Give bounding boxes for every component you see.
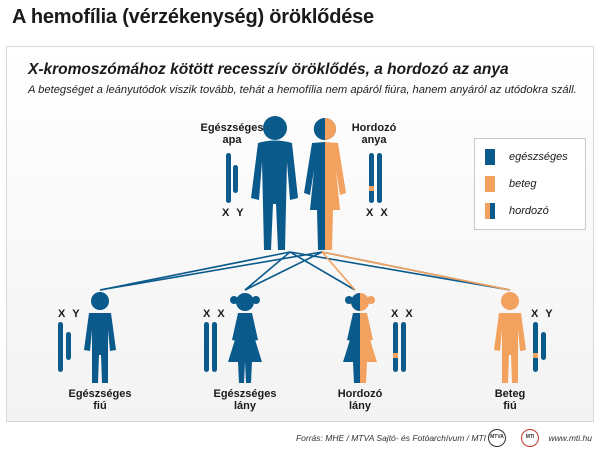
healthy-swatch (485, 149, 495, 165)
child4-label-line1: Beteg (494, 388, 526, 400)
mother-label-line2: anya (361, 134, 387, 146)
mtva-logo: MTVA (488, 429, 506, 447)
father-label (192, 122, 272, 146)
healthy-boy-figure (84, 292, 116, 383)
legend-carrier-label: hordozó (509, 205, 549, 217)
healthy-girl-chromosomes (204, 322, 217, 372)
legend-sick-label: beteg (509, 178, 537, 190)
child1-chromosome-label: X Y (58, 308, 82, 320)
father-chromosome-label: X Y (222, 207, 246, 219)
source-text: Forrás: MHE / MTVA Sajtó- és Fotóarchívum / MTI (295, 433, 486, 443)
mother-chromosome-label: X X (366, 207, 390, 219)
father-label-line1: Egészséges (200, 122, 264, 134)
sick-swatch (485, 176, 495, 192)
description: A betegséget a leányutódok viszik tovább, tehát a hemofília nem apáról fiúra, hanem anyáról az utódokra száll. (28, 84, 577, 96)
child1-label (60, 388, 140, 412)
child3-label-line2: lány (348, 400, 371, 412)
child3-label-line1: Hordozó (337, 388, 383, 400)
legend-item-sick (485, 176, 537, 192)
inheritance-lines (100, 252, 510, 290)
child2-label-line1: Egészséges (213, 388, 277, 400)
child4-label-line2: fiú (503, 400, 517, 412)
healthy-boy-chromosomes (58, 322, 71, 372)
carrier-lines (322, 252, 510, 290)
footer (0, 427, 600, 449)
legend-healthy-label: egészséges (509, 151, 568, 163)
child4-label (485, 388, 535, 412)
page-title: A hemofília (vérzékenység) öröklődése (12, 6, 374, 28)
legend-item-healthy (485, 149, 568, 165)
mother-label (344, 122, 404, 146)
child1-label-line1: Egészséges (68, 388, 132, 400)
child2-label-line2: lány (233, 400, 256, 412)
site-link[interactable]: www.mti.hu (548, 433, 592, 443)
child1-label-line2: fiú (93, 400, 107, 412)
legend (474, 138, 586, 230)
mother-label-line1: Hordozó (351, 122, 397, 134)
mother-figure (304, 118, 346, 250)
legend-item-carrier (485, 203, 549, 219)
mother-chromosomes (369, 153, 382, 203)
father-chromosomes (226, 153, 238, 203)
carrier-swatch (485, 203, 495, 219)
sick-boy-figure (494, 292, 526, 383)
mti-logo: MTI (521, 429, 539, 447)
subtitle: X-kromoszómához kötött recesszív öröklődés, a hordozó az anya (28, 61, 509, 78)
healthy-girl-figure (228, 293, 262, 383)
carrier-girl-figure (343, 293, 377, 383)
child4-chromosome-label: X Y (531, 308, 555, 320)
child3-chromosome-label: X X (391, 308, 415, 320)
father-label-line2: apa (222, 134, 242, 146)
child2-chromosome-label: X X (203, 308, 227, 320)
child2-label (205, 388, 285, 412)
sick-boy-chromosomes (533, 322, 546, 372)
child3-label (330, 388, 390, 412)
carrier-girl-chromosomes (393, 322, 406, 372)
